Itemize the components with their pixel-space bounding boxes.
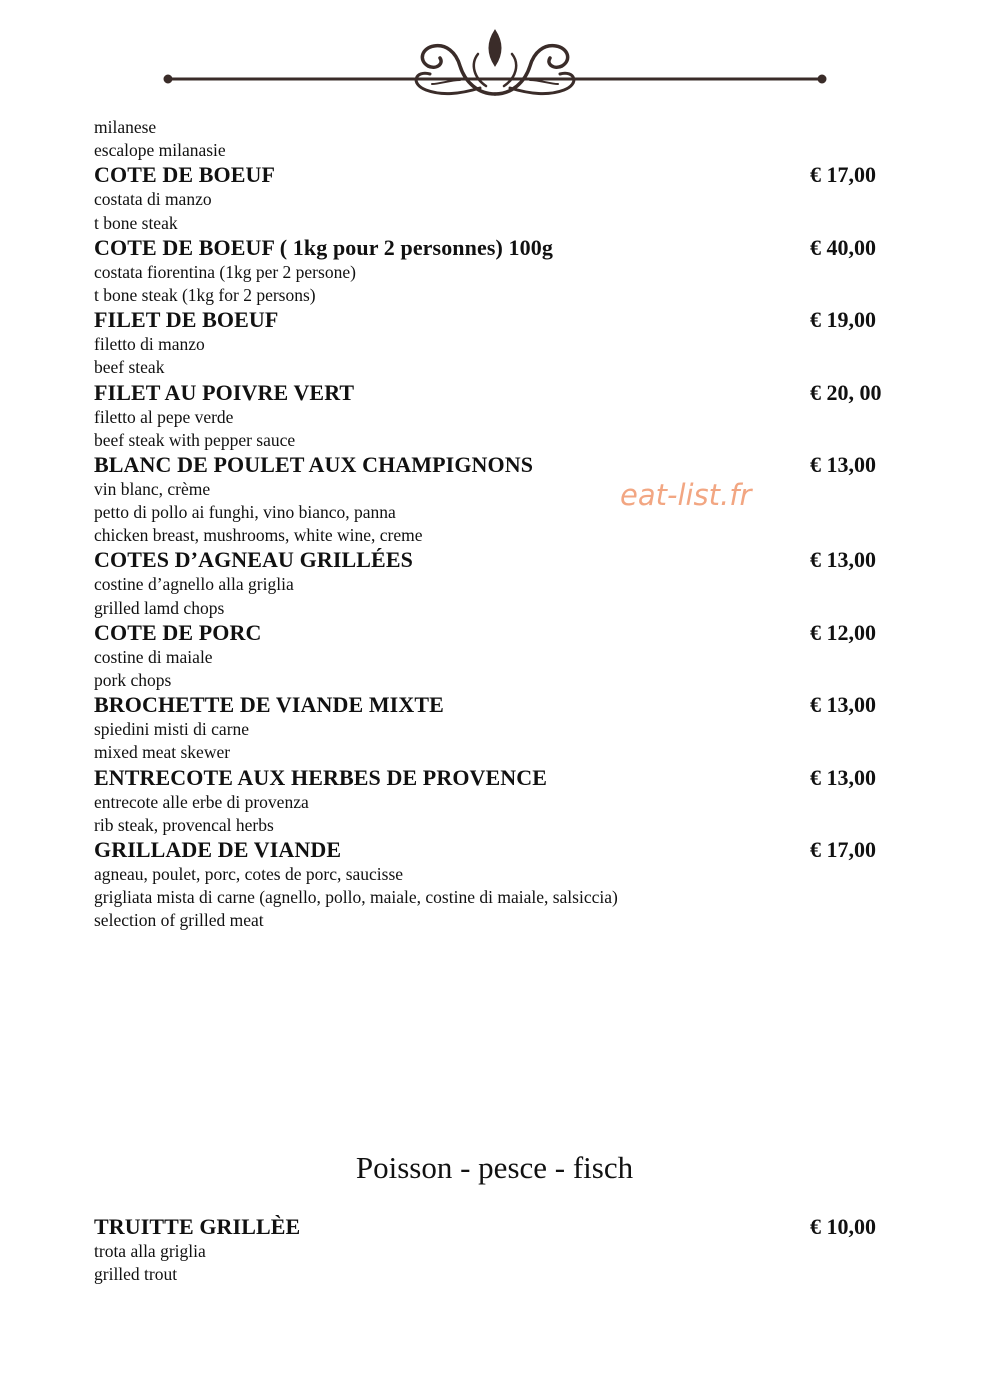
item-price: € 20, 00 (810, 379, 882, 405)
item-description: mixed meat skewer (94, 742, 231, 763)
item-name: COTE DE BOEUF (94, 162, 275, 188)
item-description: t bone steak (1kg for 2 persons) (94, 284, 316, 305)
item-price: € 13,00 (810, 764, 876, 790)
item-description: costata di manzo (94, 189, 212, 210)
item-description: entrecote alle erbe di provenza (94, 791, 309, 812)
ornament-flourish-icon (160, 24, 830, 104)
meat-menu-section (94, 116, 894, 933)
menu-item (94, 765, 894, 837)
item-description: spiedini misti di carne (94, 719, 250, 740)
item-description: selection of grilled meat (94, 910, 264, 931)
item-name: FILET AU POIVRE VERT (94, 379, 355, 405)
item-name: COTE DE PORC (94, 619, 262, 645)
menu-item (94, 837, 894, 933)
watermark: eat-list.fr (620, 478, 752, 512)
item-description: costine d’agnello alla griglia (94, 574, 294, 595)
menu-item (94, 692, 894, 764)
item-name: TRUITTE GRILLÈE (94, 1214, 301, 1239)
item-description: filetto di manzo (94, 334, 205, 355)
item-price: € 13,00 (810, 547, 876, 573)
item-description: filetto al pepe verde (94, 406, 234, 427)
item-description: pork chops (94, 670, 172, 690)
item-name: BLANC DE POULET AUX CHAMPIGNONS (94, 451, 534, 477)
item-description: grilled lamd chops (94, 597, 225, 618)
fish-section-title: Poisson - pesce - fisch (355, 1150, 634, 1185)
item-description: petto di pollo ai funghi, vino bianco, panna (94, 502, 396, 523)
item-description: t bone steak (94, 212, 178, 233)
menu-item (94, 235, 894, 307)
item-description: vin blanc, crème (94, 478, 211, 499)
item-description: agneau, poulet, porc, cotes de porc, saucisse (94, 863, 404, 884)
item-price: € 17,00 (810, 162, 876, 188)
menu-item (94, 162, 894, 234)
item-description: chicken breast, mushrooms, white wine, creme (94, 525, 423, 546)
item-name: COTE DE BOEUF ( 1kg pour 2 personnes) 100g (94, 234, 553, 260)
item-price: € 13,00 (810, 451, 876, 477)
item-price: € 10,00 (810, 1214, 876, 1239)
menu-item (94, 620, 894, 692)
intro-line: milanese (94, 117, 157, 137)
item-description: rib steak, provencal herbs (94, 814, 274, 835)
item-description: costata fiorentina (1kg per 2 persone) (94, 261, 356, 282)
item-description: beef steak with pepper sauce (94, 429, 296, 450)
item-price: € 13,00 (810, 692, 876, 718)
item-description: grigliata mista di carne (agnello, pollo, maiale, costine di maiale, salsiccia) (94, 887, 618, 908)
menu-item (94, 307, 894, 379)
item-name: BROCHETTE DE VIANDE MIXTE (94, 692, 444, 718)
item-price: € 12,00 (810, 619, 876, 645)
item-description: grilled trout (94, 1264, 178, 1285)
item-name: GRILLADE DE VIANDE (94, 836, 342, 862)
item-description: costine di maiale (94, 646, 213, 667)
item-price: € 17,00 (810, 836, 876, 862)
fish-menu-section (94, 1214, 894, 1286)
item-description: beef steak (94, 357, 165, 378)
intro-line: escalope milanasie (94, 140, 226, 161)
item-name: ENTRECOTE AUX HERBES DE PROVENCE (94, 764, 548, 790)
item-description: trota alla griglia (94, 1241, 206, 1261)
menu-item (94, 380, 894, 452)
item-price: € 40,00 (810, 234, 876, 260)
menu-item (94, 547, 894, 619)
item-name: FILET DE BOEUF (94, 307, 279, 333)
item-name: COTES D’AGNEAU GRILLÉES (94, 547, 413, 573)
menu-item (94, 452, 894, 548)
menu-item (94, 1214, 894, 1286)
item-price: € 19,00 (810, 307, 876, 333)
